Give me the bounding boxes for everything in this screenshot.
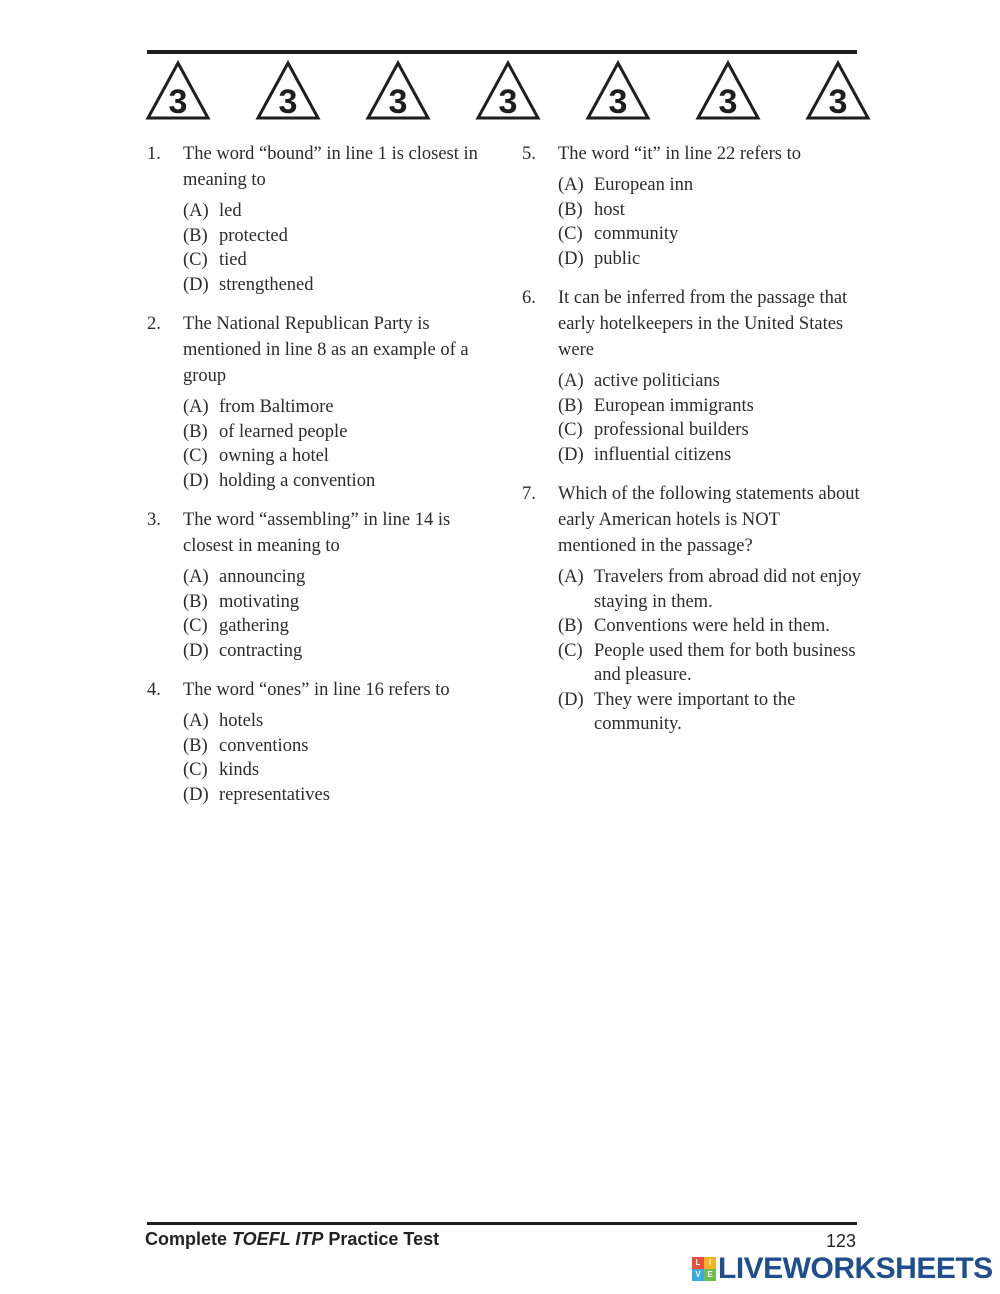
footer-title-italic: TOEFL ITP xyxy=(232,1229,324,1249)
answer-option[interactable] xyxy=(183,273,487,298)
option-letter: (C) xyxy=(183,250,208,270)
option-letter: (B) xyxy=(558,395,583,416)
logo-tile: E xyxy=(704,1269,716,1281)
section-number: 3 xyxy=(828,83,848,121)
option-letter: (B) xyxy=(183,225,208,246)
question-number: 5. xyxy=(522,144,536,164)
section-triangle-icon xyxy=(145,60,211,122)
answer-option[interactable] xyxy=(183,248,487,273)
option-letter: (D) xyxy=(183,274,209,295)
answer-option[interactable] xyxy=(183,614,487,639)
option-text: from Baltimore xyxy=(219,397,334,417)
option-letter: (B) xyxy=(183,591,208,612)
answer-options xyxy=(183,565,487,663)
answer-option[interactable] xyxy=(558,394,862,419)
option-letter: (B) xyxy=(558,199,583,220)
option-text: European immigrants xyxy=(594,395,754,416)
option-letter: (C) xyxy=(183,760,208,780)
answer-options xyxy=(183,199,487,297)
bottom-rule xyxy=(147,1222,857,1225)
option-letter: (A) xyxy=(183,711,209,731)
option-letter: (A) xyxy=(183,567,209,587)
answer-option[interactable] xyxy=(558,369,862,394)
section-triangle-icon xyxy=(365,60,431,122)
answer-option[interactable] xyxy=(558,418,862,443)
questions-right-column xyxy=(522,141,862,751)
answer-option[interactable] xyxy=(558,565,862,614)
answer-option[interactable] xyxy=(183,590,487,615)
question-stem xyxy=(147,311,487,389)
answer-options xyxy=(183,709,487,807)
option-text: gathering xyxy=(219,616,289,636)
option-text: Conventions were held in them. xyxy=(594,616,830,636)
option-text: influential citizens xyxy=(594,444,732,465)
option-letter: (B) xyxy=(183,421,208,442)
section-triangle-icon xyxy=(585,60,651,122)
option-text: community xyxy=(594,224,679,244)
liveworksheets-wordmark: LIVEWORKSHEETS xyxy=(718,1252,993,1285)
section-number: 3 xyxy=(278,83,298,121)
answer-option[interactable] xyxy=(558,443,862,468)
option-letter: (B) xyxy=(183,735,208,756)
option-text: Travelers from abroad did not enjoy staying in them. xyxy=(594,567,861,612)
answer-options xyxy=(558,565,862,737)
section-number: 3 xyxy=(388,83,408,121)
option-text: strengthened xyxy=(219,274,314,295)
section-triangle-icon xyxy=(805,60,871,122)
option-text: professional builders xyxy=(594,420,749,440)
question-stem xyxy=(522,285,862,363)
option-letter: (A) xyxy=(183,397,209,417)
answer-option[interactable] xyxy=(183,420,487,445)
option-letter: (A) xyxy=(183,201,209,221)
option-text: active politicians xyxy=(594,371,720,391)
question xyxy=(522,285,862,467)
option-text: They were important to the community. xyxy=(594,689,796,734)
question xyxy=(147,141,487,297)
option-letter: (C) xyxy=(183,446,208,466)
section-triangle-icon xyxy=(255,60,321,122)
option-letter: (D) xyxy=(558,444,584,465)
option-letter: (D) xyxy=(558,689,584,710)
section-number: 3 xyxy=(168,83,188,121)
question-text: The word “assembling” in line 14 is closest in meaning to xyxy=(183,510,451,556)
option-text: motivating xyxy=(219,591,300,612)
option-letter: (A) xyxy=(558,371,584,391)
answer-option[interactable] xyxy=(183,734,487,759)
question-text: The National Republican Party is mentioned in line 8 as an example of a group xyxy=(183,314,469,386)
answer-options xyxy=(558,369,862,467)
option-text: kinds xyxy=(219,760,260,780)
answer-option[interactable] xyxy=(183,395,487,420)
question-text: The word “bound” in line 1 is closest in meaning to xyxy=(183,144,478,190)
option-text: host xyxy=(594,199,625,220)
answer-option[interactable] xyxy=(183,639,487,664)
option-letter: (C) xyxy=(183,616,208,636)
question-number: 6. xyxy=(522,288,536,308)
question-number: 2. xyxy=(147,314,161,334)
option-text: conventions xyxy=(219,735,309,756)
option-letter: (C) xyxy=(558,420,583,440)
option-text: owning a hotel xyxy=(219,446,329,466)
question-number: 1. xyxy=(147,144,161,164)
option-letter: (A) xyxy=(558,567,584,587)
section-number: 3 xyxy=(608,83,628,121)
option-letter: (A) xyxy=(558,175,584,195)
footer-title-suffix: Practice Test xyxy=(323,1229,440,1249)
question xyxy=(147,507,487,663)
page-number: 123 xyxy=(826,1231,857,1251)
option-text: tied xyxy=(219,250,247,270)
answer-option[interactable] xyxy=(183,469,487,494)
question-text: Which of the following statements about early American hotels is NOT mentioned in the passage? xyxy=(558,484,860,556)
option-letter: (D) xyxy=(183,640,209,661)
answer-option[interactable] xyxy=(558,639,862,688)
logo-tile: L xyxy=(692,1257,704,1269)
question xyxy=(522,481,862,737)
question xyxy=(522,141,862,271)
question-text: The word “it” in line 22 refers to xyxy=(558,144,801,164)
option-text: led xyxy=(219,201,242,221)
answer-options xyxy=(183,395,487,493)
question-stem xyxy=(522,481,862,559)
answer-option[interactable] xyxy=(183,444,487,469)
option-letter: (D) xyxy=(558,248,584,269)
answer-option[interactable] xyxy=(558,247,862,272)
option-letter: (D) xyxy=(183,784,209,805)
question xyxy=(147,677,487,807)
question-number: 3. xyxy=(147,510,161,530)
liveworksheets-logo xyxy=(692,1252,993,1286)
question-text: It can be inferred from the passage that early hotelkeepers in the United States were xyxy=(558,288,848,360)
option-letter: (C) xyxy=(558,224,583,244)
question-stem xyxy=(147,677,487,703)
option-text: protected xyxy=(219,225,288,246)
logo-tile: I xyxy=(704,1257,716,1269)
option-text: contracting xyxy=(219,640,303,661)
answer-option[interactable] xyxy=(558,614,862,639)
option-letter: (D) xyxy=(183,470,209,491)
option-text: public xyxy=(594,248,641,269)
section-number: 3 xyxy=(718,83,738,121)
footer-title-prefix: Complete xyxy=(145,1229,233,1249)
option-text: representatives xyxy=(219,784,330,805)
question-stem xyxy=(147,141,487,193)
answer-option[interactable] xyxy=(183,758,487,783)
answer-option[interactable] xyxy=(558,198,862,223)
question xyxy=(147,311,487,493)
answer-option[interactable] xyxy=(558,222,862,247)
option-text: announcing xyxy=(219,567,306,587)
question-stem xyxy=(522,141,862,167)
logo-tile: V xyxy=(692,1269,704,1281)
question-stem xyxy=(147,507,487,559)
section-triangle-row xyxy=(145,60,870,122)
answer-option[interactable] xyxy=(558,688,862,737)
answer-option[interactable] xyxy=(183,783,487,808)
section-triangle-icon xyxy=(695,60,761,122)
option-text: People used them for both business and pleasure. xyxy=(594,640,856,685)
footer-title xyxy=(145,1229,439,1250)
question-text: The word “ones” in line 16 refers to xyxy=(183,680,450,700)
section-triangle-icon xyxy=(475,60,541,122)
question-number: 4. xyxy=(147,680,161,700)
question-number: 7. xyxy=(522,484,536,504)
answer-option[interactable] xyxy=(183,224,487,249)
answer-option[interactable] xyxy=(558,173,862,198)
option-letter: (B) xyxy=(558,616,583,636)
option-letter: (C) xyxy=(558,640,583,661)
option-text: holding a convention xyxy=(219,470,376,491)
questions-left-column xyxy=(147,141,487,821)
answer-options xyxy=(558,173,862,271)
option-text: hotels xyxy=(219,711,264,731)
liveworksheets-icon xyxy=(692,1257,716,1281)
top-rule xyxy=(147,50,857,54)
section-number: 3 xyxy=(498,83,518,121)
option-text: European inn xyxy=(594,175,694,195)
option-text: of learned people xyxy=(219,421,348,442)
answer-option[interactable] xyxy=(183,199,487,224)
answer-option[interactable] xyxy=(183,709,487,734)
answer-option[interactable] xyxy=(183,565,487,590)
